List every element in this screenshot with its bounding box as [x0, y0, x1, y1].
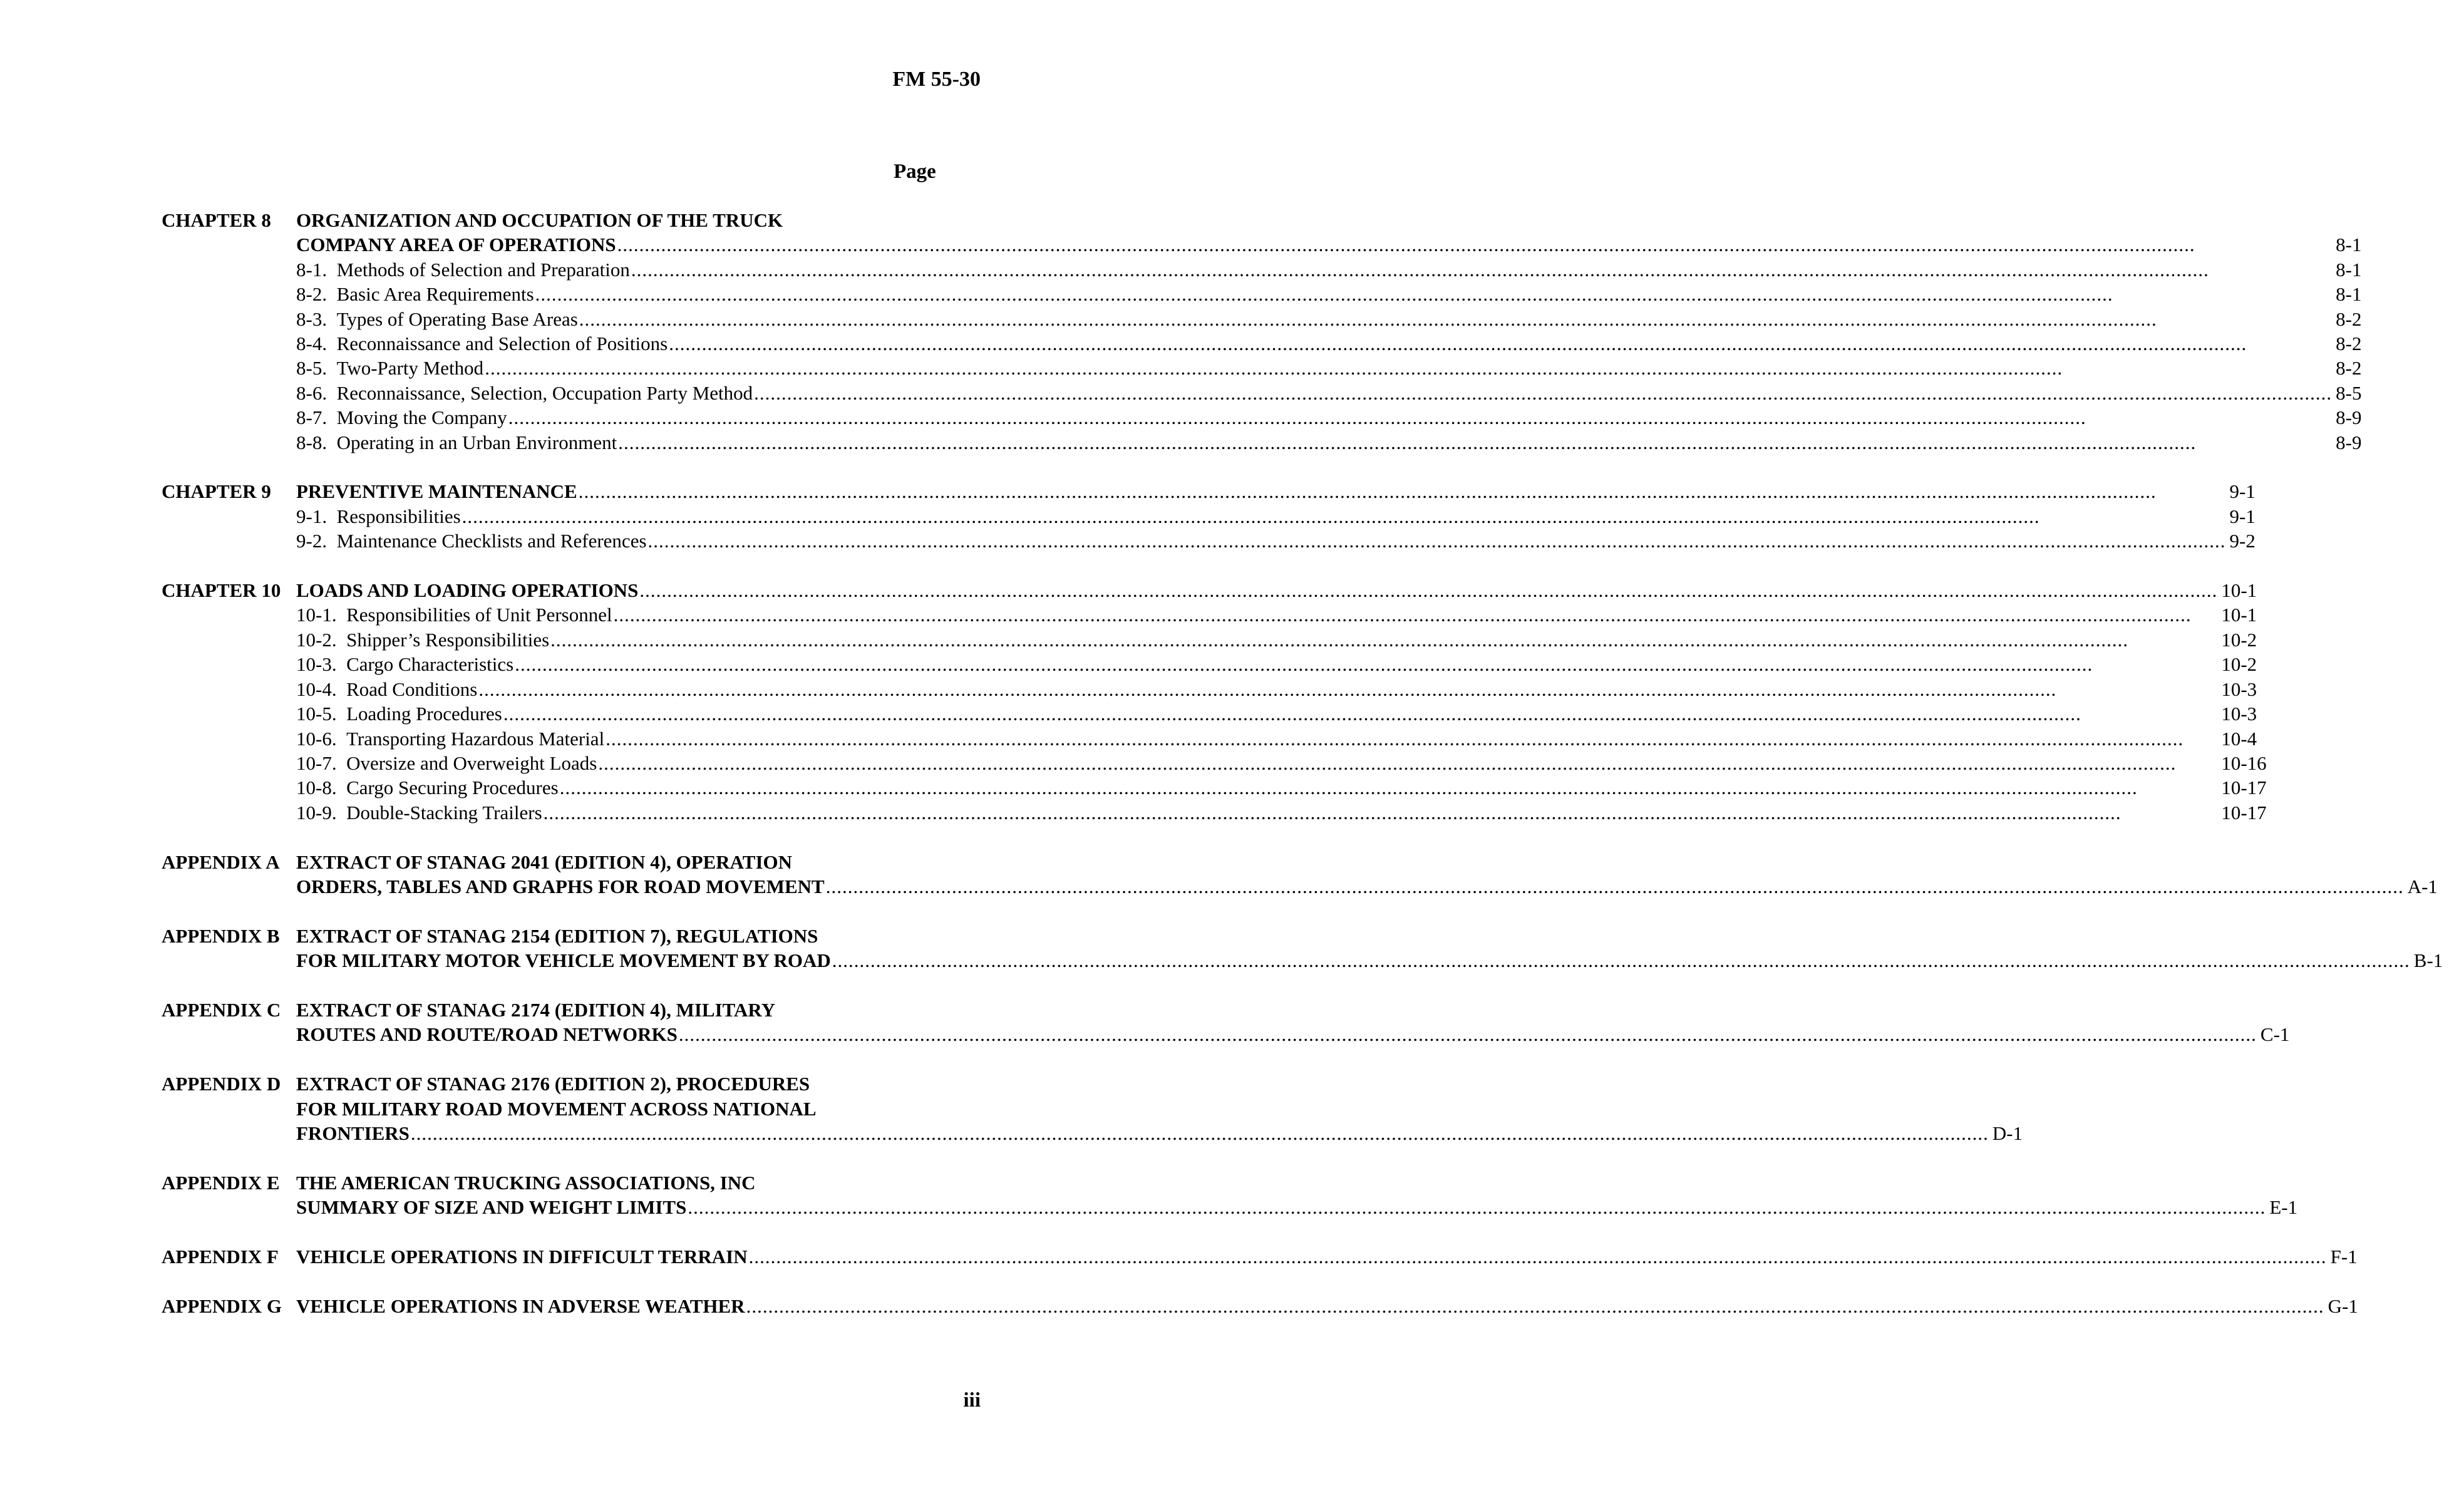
section-body — [296, 850, 2458, 899]
entry-number: 8-8. — [296, 431, 327, 453]
dot-leader: ................................................................................................................................................................................................................................................................................................ — [754, 381, 2333, 404]
section-title-text: ORDERS, TABLES AND GRAPHS FOR ROAD MOVEMENT — [296, 875, 825, 897]
section-label: APPENDIX A — [162, 850, 280, 873]
toc-entry — [296, 257, 2386, 282]
entry-title: Double-Stacking Trailers — [346, 801, 542, 824]
section-title-text: FOR MILITARY ROAD MOVEMENT ACROSS NATIONAL — [296, 1097, 817, 1120]
toc-entry — [296, 430, 2386, 455]
dot-leader: ................................................................................................................................................................................................................................................................................................ — [618, 431, 2197, 453]
dot-leader: ................................................................................................................................................................................................................................................................................................ — [578, 480, 2157, 503]
entry-page-ref: 10-2 — [2221, 653, 2257, 676]
entry-number: 10-3. — [296, 653, 337, 676]
entry-page-ref: 9-1 — [2229, 505, 2255, 527]
section-title-line — [296, 1022, 2311, 1046]
toc-entry — [296, 602, 2271, 627]
section-title-text: SUMMARY OF SIZE AND WEIGHT LIMITS — [296, 1196, 687, 1219]
dot-leader: ................................................................................................................................................................................................................................................................................................ — [617, 234, 2195, 256]
toc-entry — [296, 751, 2271, 775]
section-label: APPENDIX G — [162, 1294, 282, 1317]
entry-number: 10-8. — [296, 777, 337, 799]
section-label: CHAPTER 8 — [162, 209, 271, 231]
entry-page-ref: 10-3 — [2221, 703, 2257, 725]
dot-leader: ................................................................................................................................................................................................................................................................................................ — [639, 579, 2218, 602]
dot-leader: ................................................................................................................................................................................................................................................................................................ — [613, 604, 2192, 626]
toc-section — [162, 1170, 2298, 1220]
dot-leader: ................................................................................................................................................................................................................................................................................................ — [515, 653, 2093, 676]
section-body — [296, 1170, 2319, 1220]
entry-number: 8-6. — [296, 381, 327, 404]
entry-title: Responsibilities of Unit Personnel — [346, 604, 612, 626]
section-title-line — [296, 1170, 2319, 1195]
section-page-ref: G-1 — [2327, 1294, 2358, 1317]
section-body — [296, 479, 2280, 553]
toc-section — [162, 998, 2290, 1047]
dot-leader: ................................................................................................................................................................................................................................................................................................ — [606, 727, 2184, 750]
entry-title: Responsibilities — [336, 505, 461, 527]
section-page-ref: 8-1 — [2336, 234, 2362, 256]
entry-number: 10-7. — [296, 752, 337, 774]
section-body — [296, 924, 2464, 973]
section-title-text: EXTRACT OF STANAG 2041 (EDITION 4), OPERATION — [296, 850, 793, 873]
section-title-line — [296, 924, 2464, 948]
toc-section — [162, 850, 2438, 899]
entry-number: 8-4. — [296, 333, 327, 355]
toc-entry — [296, 628, 2271, 652]
toc-section — [162, 208, 2362, 455]
toc-entry — [296, 677, 2271, 701]
dot-leader: ................................................................................................................................................................................................................................................................................................ — [485, 357, 2063, 380]
toc-entry — [296, 701, 2271, 726]
section-title-text: EXTRACT OF STANAG 2176 (EDITION 2), PROCEDURES — [296, 1073, 810, 1095]
toc-entry — [296, 726, 2271, 751]
section-title-text: EXTRACT OF STANAG 2174 (EDITION 4), MILITARY — [296, 998, 776, 1021]
section-title-text: ROUTES AND ROUTE/ROAD NETWORKS — [296, 1023, 678, 1046]
section-body — [296, 208, 2386, 455]
dot-leader: ................................................................................................................................................................................................................................................................................................ — [579, 307, 2157, 330]
entry-page-ref: 8-5 — [2336, 381, 2362, 404]
entry-page-ref: 8-2 — [2336, 357, 2362, 380]
entry-title: Two-Party Method — [336, 357, 484, 380]
section-title-text: COMPANY AREA OF OPERATIONS — [296, 234, 616, 256]
entry-number: 10-6. — [296, 727, 337, 750]
section-page-ref: A-1 — [2407, 875, 2438, 897]
section-title-line — [296, 232, 2386, 257]
entry-number: 8-1. — [296, 258, 327, 281]
section-body — [296, 1244, 2381, 1269]
toc-section — [162, 1244, 2358, 1269]
toc-section — [162, 479, 2255, 553]
toc-entry — [296, 405, 2386, 430]
dot-leader: ................................................................................................................................................................................................................................................................................................ — [543, 801, 2121, 824]
entry-number: 9-1. — [296, 505, 327, 527]
dot-leader: ................................................................................................................................................................................................................................................................................................ — [647, 530, 2226, 552]
toc-entry — [296, 775, 2271, 800]
entry-title: Cargo Securing Procedures — [346, 777, 559, 799]
section-page-ref: 10-1 — [2221, 579, 2257, 602]
entry-page-ref: 8-1 — [2336, 258, 2362, 281]
section-title-text: ORGANIZATION AND OCCUPATION OF THE TRUCK — [296, 209, 783, 231]
toc-entry — [296, 282, 2386, 306]
dot-leader: ................................................................................................................................................................................................................................................................................................ — [410, 1122, 1989, 1144]
entry-title: Shipper’s Responsibilities — [346, 628, 550, 651]
dot-leader: ................................................................................................................................................................................................................................................................................................ — [535, 283, 2113, 306]
entry-title: Moving the Company — [336, 406, 507, 429]
entry-page-ref: 10-17 — [2221, 777, 2267, 799]
section-title-line — [296, 1294, 2378, 1318]
page-column-heading: Page — [894, 160, 936, 183]
section-body — [296, 578, 2271, 825]
toc-entry — [296, 800, 2271, 825]
toc-section — [162, 1294, 2358, 1318]
section-title-text: EXTRACT OF STANAG 2154 (EDITION 7), REGULATIONS — [296, 924, 818, 947]
entry-page-ref: 8-2 — [2336, 307, 2362, 330]
section-label: CHAPTER 10 — [162, 579, 281, 602]
dot-leader: ................................................................................................................................................................................................................................................................................................ — [746, 1294, 2324, 1317]
entry-page-ref: 8-9 — [2336, 406, 2362, 429]
section-title-line — [296, 479, 2280, 504]
section-label: APPENDIX D — [162, 1073, 281, 1095]
entry-title: Basic Area Requirements — [336, 283, 534, 306]
dot-leader: ................................................................................................................................................................................................................................................................................................ — [550, 628, 2129, 651]
entry-number: 8-3. — [296, 307, 327, 330]
dot-leader: ................................................................................................................................................................................................................................................................................................ — [461, 505, 2040, 527]
section-page-ref: D-1 — [1992, 1122, 2023, 1144]
dot-leader: ................................................................................................................................................................................................................................................................................................ — [678, 1023, 2257, 1046]
entry-page-ref: 10-1 — [2221, 604, 2257, 626]
section-label: APPENDIX C — [162, 998, 281, 1021]
section-title-line — [296, 850, 2458, 874]
toc-entry — [296, 307, 2386, 331]
entry-title: Types of Operating Base Areas — [336, 307, 578, 330]
section-title-line — [296, 948, 2464, 973]
section-title-line — [296, 1072, 2043, 1096]
dot-leader: ................................................................................................................................................................................................................................................................................................ — [688, 1196, 2266, 1219]
entry-title: Reconnaissance, Selection, Occupation Party Method — [336, 381, 753, 404]
section-title-line — [296, 1097, 2043, 1121]
section-label: APPENDIX F — [162, 1245, 279, 1268]
entry-title: Cargo Characteristics — [346, 653, 514, 676]
page-number: iii — [963, 1389, 981, 1412]
entry-page-ref: 8-1 — [2336, 283, 2362, 306]
section-title-line — [296, 998, 2311, 1022]
section-title-line — [296, 208, 2386, 232]
section-title-line — [296, 1244, 2381, 1269]
section-title-line — [296, 578, 2271, 602]
section-label: APPENDIX B — [162, 924, 280, 947]
dot-leader: ................................................................................................................................................................................................................................................................................................ — [598, 752, 2177, 774]
entry-title: Methods of Selection and Preparation — [336, 258, 630, 281]
entry-number: 10-5. — [296, 703, 337, 725]
entry-number: 8-2. — [296, 283, 327, 306]
entry-title: Maintenance Checklists and References — [336, 530, 647, 552]
entry-number: 10-4. — [296, 678, 337, 700]
entry-page-ref: 10-16 — [2221, 752, 2267, 774]
entry-title: Transporting Hazardous Material — [346, 727, 605, 750]
entry-number: 10-1. — [296, 604, 337, 626]
section-title-line — [296, 874, 2458, 899]
section-title-text: THE AMERICAN TRUCKING ASSOCIATIONS, INC — [296, 1171, 756, 1194]
section-page-ref: E-1 — [2269, 1196, 2298, 1219]
toc-entry — [296, 356, 2386, 380]
section-title-text: VEHICLE OPERATIONS IN ADVERSE WEATHER — [296, 1294, 745, 1317]
entry-page-ref: 8-2 — [2336, 333, 2362, 355]
entry-title: Loading Procedures — [346, 703, 502, 725]
section-title-text: LOADS AND LOADING OPERATIONS — [296, 579, 639, 602]
toc-entry — [296, 529, 2280, 553]
entry-number: 8-5. — [296, 357, 327, 380]
dot-leader: ................................................................................................................................................................................................................................................................................................ — [559, 777, 2138, 799]
document-code: FM 55-30 — [892, 68, 981, 91]
entry-page-ref: 10-2 — [2221, 628, 2257, 651]
section-label: CHAPTER 9 — [162, 480, 271, 503]
section-body — [296, 998, 2311, 1047]
entry-title: Reconnaissance and Selection of Positions — [336, 333, 668, 355]
toc-entry — [296, 652, 2271, 676]
dot-leader: ................................................................................................................................................................................................................................................................................................ — [508, 406, 2086, 429]
section-title-text: FOR MILITARY MOTOR VEHICLE MOVEMENT BY ROAD — [296, 949, 831, 972]
entry-number: 9-2. — [296, 530, 327, 552]
toc-section — [162, 578, 2267, 825]
dot-leader: ................................................................................................................................................................................................................................................................................................ — [832, 949, 2410, 972]
entry-page-ref: 10-17 — [2221, 801, 2267, 824]
section-title-text: PREVENTIVE MAINTENANCE — [296, 480, 577, 503]
toc-entry — [296, 504, 2280, 529]
section-page-ref: F-1 — [2330, 1245, 2358, 1268]
entry-number: 10-9. — [296, 801, 337, 824]
section-page-ref: 9-1 — [2229, 480, 2255, 503]
toc-section — [162, 924, 2443, 973]
entry-title: Operating in an Urban Environment — [336, 431, 617, 453]
dot-leader: ................................................................................................................................................................................................................................................................................................ — [478, 678, 2057, 700]
dot-leader: ................................................................................................................................................................................................................................................................................................ — [825, 875, 2404, 897]
entry-page-ref: 10-3 — [2221, 678, 2257, 700]
entry-title: Road Conditions — [346, 678, 478, 700]
toc-section — [162, 1072, 2023, 1145]
entry-number: 8-7. — [296, 406, 327, 429]
section-body — [296, 1072, 2043, 1145]
section-title-text: VEHICLE OPERATIONS IN DIFFICULT TERRAIN — [296, 1245, 748, 1268]
table-of-contents — [162, 208, 2443, 1343]
section-title-line — [296, 1121, 2043, 1145]
section-page-ref: B-1 — [2413, 949, 2443, 972]
entry-page-ref: 8-9 — [2336, 431, 2362, 453]
section-label: APPENDIX E — [162, 1171, 280, 1194]
entry-page-ref: 10-4 — [2221, 727, 2257, 750]
section-page-ref: C-1 — [2260, 1023, 2290, 1046]
dot-leader: ................................................................................................................................................................................................................................................................................................ — [503, 703, 2081, 725]
entry-page-ref: 9-2 — [2229, 530, 2255, 552]
section-title-line — [296, 1195, 2319, 1219]
toc-entry — [296, 331, 2386, 356]
dot-leader: ................................................................................................................................................................................................................................................................................................ — [669, 333, 2247, 355]
toc-entry — [296, 381, 2386, 405]
dot-leader: ................................................................................................................................................................................................................................................................................................ — [748, 1245, 2327, 1268]
entry-title: Oversize and Overweight Loads — [346, 752, 597, 774]
section-title-text: FRONTIERS — [296, 1122, 410, 1144]
entry-number: 10-2. — [296, 628, 337, 651]
dot-leader: ................................................................................................................................................................................................................................................................................................ — [631, 258, 2209, 281]
section-body — [296, 1294, 2378, 1318]
